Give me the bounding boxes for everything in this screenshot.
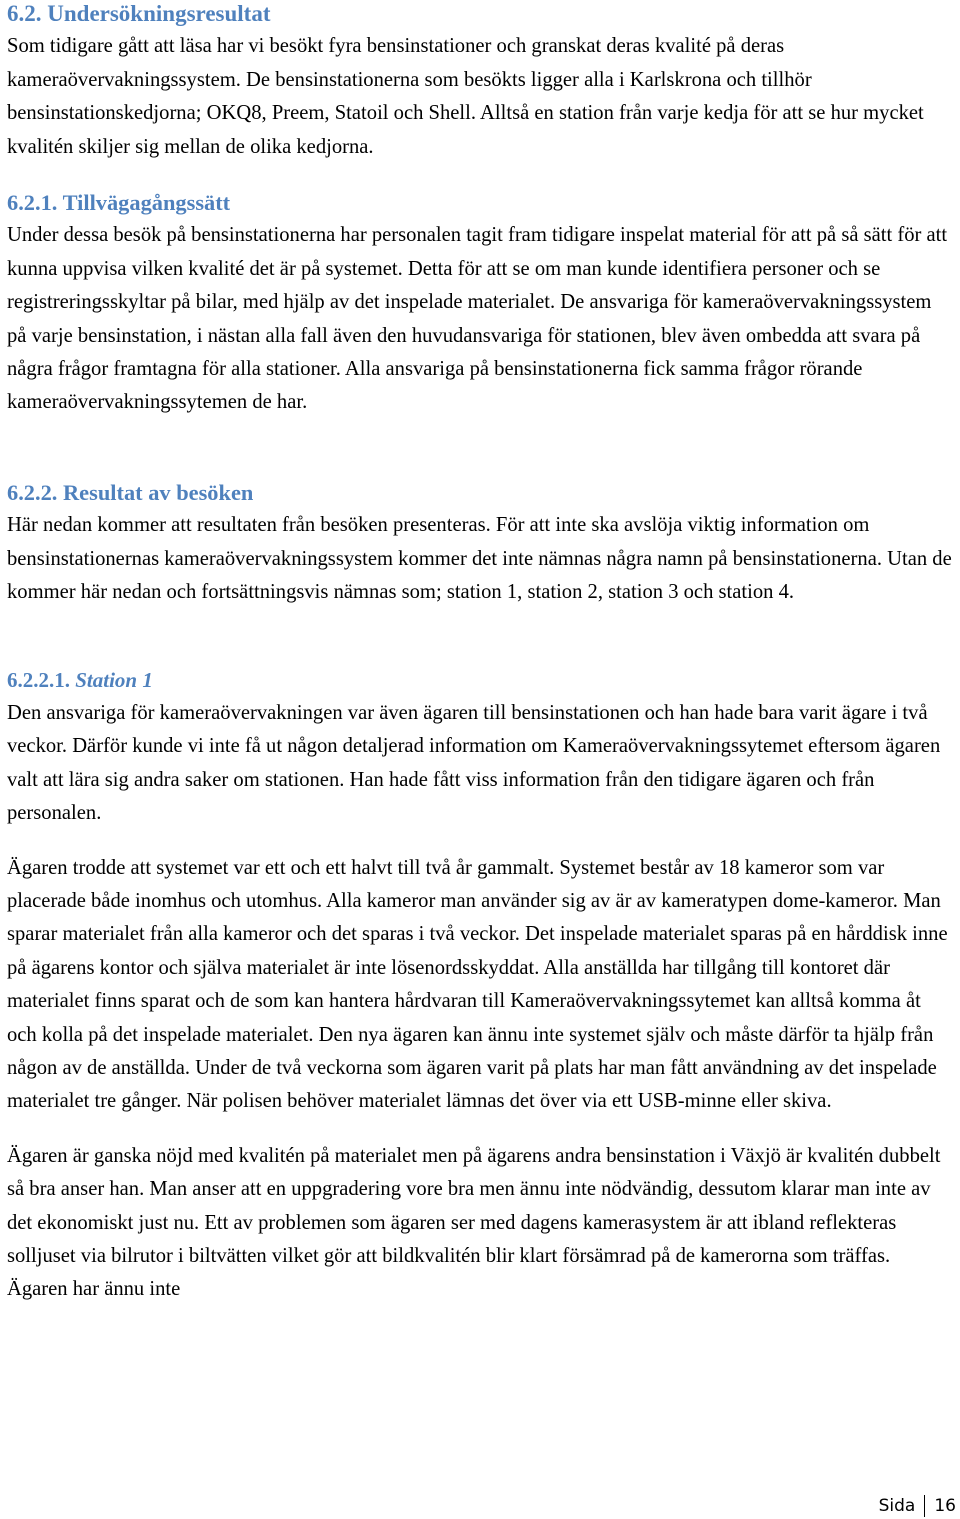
- station-paragraph-1: Den ansvariga för kameraövervakningen var även ägaren till bensinstationen och han hade bara varit ägare i två veckor. Därför kunde vi inte få ut någon detaljerad information om Kameraövervakningssytemet eftersom ägaren valt att lära sig andra saker om stationen. Han hade fått viss information från den tidigare ägaren och från personalen.: [7, 701, 941, 825]
- station-paragraph-2: Ägaren trodde att systemet var ett och ett halvt till två år gammalt. Systemet består av 18 kameror som var placerade både inomhus och utomhus. Alla kameror man använder sig av är av kameratypen dome-kameror. Man sparar materialet från alla kameror och det sparas i två veckor. Det inspelade materialet sparas på en hårddisk inne på ägarens kontor och själva materialet är inte lösenordsskyddat. Alla anställda har tillgång till kontoret där materialet finns sparat och de som kan hantera hårdvaran till Kameraövervakningssytemet kan alltså komma åt och kolla på det inspelade materialet. Den nya ägaren kan ännu inte systemet själv och måste därför ta hjälp från någon av de anställda. Under de två veckorna som ägaren varit på plats har man fått användning av det inspelade materialet tre gånger. När polisen behöver materialet lämnas det över via ett USB-minne eller skiva.: [7, 856, 948, 1113]
- subsection-heading-tillvagagangssatt: [7, 186, 952, 219]
- page-label: Sida: [878, 1496, 916, 1516]
- subsection-title: Resultat av besöken: [63, 479, 254, 505]
- subsection-paragraph-tillvagagangssatt: Under dessa besök på bensinstationerna har personalen tagit fram tidigare inspelat material för att på så sätt för att kunna uppvisa vilken kvalité det är på systemet. Detta för att se om man kunde identifiera personer och se registreringsskyltar på bilar, med hjälp av det inspelade materialet. De ansvariga för kameraövervakningssystem på varje bensinstation, i nästan alla fall även den huvudansvariga för stationen, blev även ombedda att svara på några frågor framtagna för alla stationer. Alla ansvariga på bensinstationerna fick samma frågor rörande kameraövervakningssytemen de har.: [7, 224, 948, 414]
- station-heading: [7, 664, 952, 697]
- page-footer: [879, 1495, 956, 1517]
- section-paragraph: Som tidigare gått att läsa har vi besökt fyra bensinstationer och granskat deras kvalité på deras kameraövervakningssystem. De bensinstationerna som besökts ligger alla i Karlskrona och tillhör bensinstationskedjorna; OKQ8, Preem, Statoil och Shell. Alltså en station från varje kedja för att se hur mycket kvalitén skiljer sig mellan de olika kedjorna.: [7, 35, 924, 158]
- station-title: Station 1: [75, 667, 153, 692]
- station-paragraph-3: Ägaren är ganska nöjd med kvalitén på materialet men på ägarens andra bensinstation i Växjö är kvalitén dubbelt så bra anser han. Man anser att en uppgradering vore bra men ännu inte nödvändig, dessutom klarar man inte av det ekonomiskt just nu. Ett av problemen som ägaren ser med dagens kamerasystem är att ibland reflekteras solljuset via bilrutor i biltvätten vilket gör att bildkvalitén blir klart försämrad på de kamerorna som träffas. Ägaren har ännu inte: [7, 1144, 941, 1301]
- subsection-number: 6.2.1.: [7, 190, 58, 216]
- subsection-paragraph-resultat: Här nedan kommer att resultaten från besöken presenteras. För att inte ska avslöja viktig information om bensinstationernas kameraövervakningssystem kommer det inte nämnas några namn på bensinstationerna. Utan de kommer här nedan och fortsättningsvis nämnas som; station 1, station 2, station 3 och station 4.: [7, 514, 952, 604]
- subsection-title: Tillvägagångssätt: [62, 190, 231, 216]
- subsection-number: 6.2.2.: [7, 479, 58, 505]
- section-heading: 6.2. Undersökningsresultat: [7, 1, 271, 26]
- station-number: 6.2.2.1.: [7, 667, 70, 692]
- footer-divider: [924, 1495, 925, 1517]
- page-number: 16: [934, 1496, 956, 1516]
- subsection-heading-resultat: [7, 476, 952, 509]
